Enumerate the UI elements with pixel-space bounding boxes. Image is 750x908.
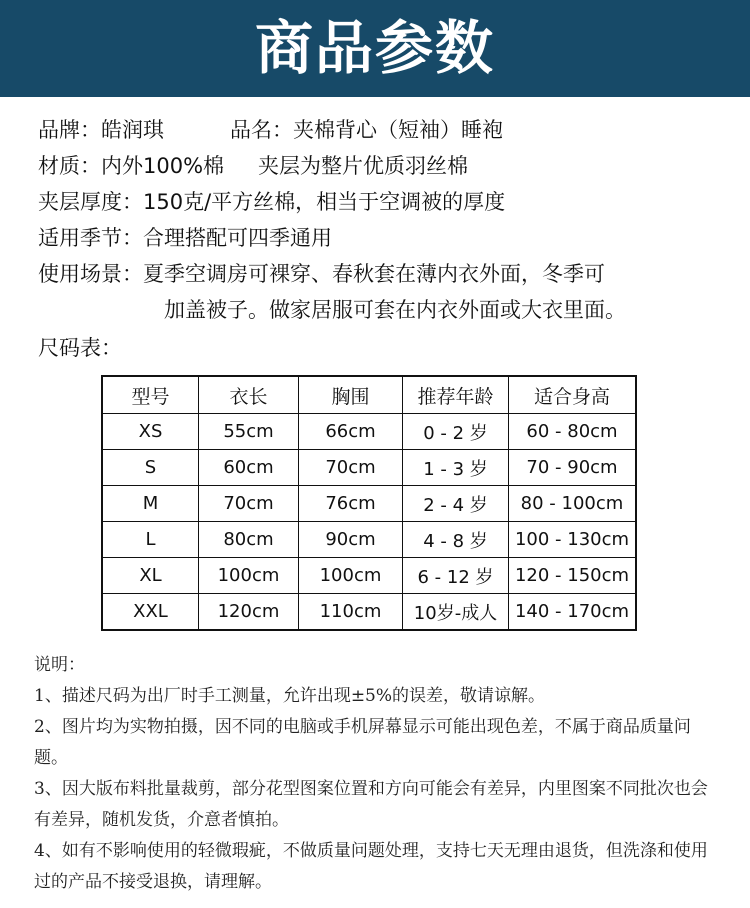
- note-item: 4、如有不影响使用的轻微瑕疵，不做质量问题处理，支持七天无理由退货，但洗涤和使用过的产品不接受退换，请理解。: [34, 841, 708, 892]
- usage-text-line-1: 使用场景：夏季空调房可裸穿、春秋套在薄内衣外面，冬季可: [38, 262, 605, 286]
- notes-title: 说明：: [34, 655, 85, 675]
- note-item: 2、图片均为实物拍摄，因不同的电脑或手机屏幕显示可能出现色差，不属于商品质量问题。: [34, 717, 691, 768]
- cell-length: 80cm: [199, 522, 299, 558]
- header-chest: 胸围: [299, 376, 403, 414]
- cell-chest: 90cm: [299, 522, 403, 558]
- table-row: [102, 414, 636, 450]
- cell-length: 70cm: [199, 486, 299, 522]
- cell-height: 70 - 90cm: [509, 450, 637, 486]
- cell-length: 60cm: [199, 450, 299, 486]
- cell-chest: 70cm: [299, 450, 403, 486]
- header-model: 型号: [102, 376, 199, 414]
- thickness-text: 夹层厚度：150克/平方丝棉，相当于空调被的厚度: [38, 190, 506, 214]
- header-age: 推荐年龄: [403, 376, 509, 414]
- table-row: [102, 594, 636, 631]
- note-item: 1、描述尺码为出厂时手工测量，允许出现±5%的误差，敬请谅解。: [34, 686, 546, 706]
- season-text: 适用季节：合理搭配可四季通用: [38, 226, 332, 250]
- cell-length: 100cm: [199, 558, 299, 594]
- cell-length: 120cm: [199, 594, 299, 631]
- table-row: [102, 522, 636, 558]
- spec-line-usage: [38, 256, 728, 328]
- table-row: [102, 558, 636, 594]
- cell-model: XS: [102, 414, 199, 450]
- spec-line-thickness: [38, 184, 728, 220]
- size-table-label: 尺码表：: [38, 336, 122, 360]
- cell-age: 10岁-成人: [403, 594, 509, 631]
- usage-text-line-2: 加盖被子。做家居服可套在内衣外面或大衣里面。: [164, 298, 626, 322]
- header-height: 适合身高: [509, 376, 637, 414]
- cell-age: 6 - 12 岁: [403, 558, 509, 594]
- cell-model: XXL: [102, 594, 199, 631]
- cell-age: 1 - 3 岁: [403, 450, 509, 486]
- cell-model: M: [102, 486, 199, 522]
- header-length: 衣长: [199, 376, 299, 414]
- spec-line-season: [38, 220, 728, 256]
- cell-chest: 100cm: [299, 558, 403, 594]
- size-table: [101, 375, 637, 631]
- note-item: 3、因大版布料批量裁剪，部分花型图案位置和方向可能会有差异，内里图案不同批次也会有差异，随机发货，介意者慎拍。: [34, 779, 708, 830]
- product-name-text: 品名：夹棉背心（短袖）睡袍: [230, 118, 503, 142]
- cell-age: 4 - 8 岁: [403, 522, 509, 558]
- cell-height: 100 - 130cm: [509, 522, 637, 558]
- cell-age: 0 - 2 岁: [403, 414, 509, 450]
- material-text: 材质：内外100%棉: [38, 154, 225, 178]
- title-banner: [0, 0, 750, 97]
- layer-text: 夹层为整片优质羽丝棉: [258, 154, 469, 178]
- cell-height: 120 - 150cm: [509, 558, 637, 594]
- cell-model: S: [102, 450, 199, 486]
- cell-model: XL: [102, 558, 199, 594]
- cell-model: L: [102, 522, 199, 558]
- cell-height: 60 - 80cm: [509, 414, 637, 450]
- cell-height: 80 - 100cm: [509, 486, 637, 522]
- notes-section: [34, 650, 724, 898]
- spec-line-brand: [38, 112, 728, 148]
- cell-chest: 76cm: [299, 486, 403, 522]
- cell-height: 140 - 170cm: [509, 594, 637, 631]
- table-header-row: [102, 376, 636, 414]
- cell-chest: 110cm: [299, 594, 403, 631]
- cell-length: 55cm: [199, 414, 299, 450]
- product-specs: [38, 112, 728, 328]
- cell-age: 2 - 4 岁: [403, 486, 509, 522]
- table-row: [102, 450, 636, 486]
- brand-text: 品牌：皓润琪: [38, 118, 164, 142]
- cell-chest: 66cm: [299, 414, 403, 450]
- page-title: 商品参数: [254, 14, 495, 82]
- spec-line-material: [38, 148, 728, 184]
- table-row: [102, 486, 636, 522]
